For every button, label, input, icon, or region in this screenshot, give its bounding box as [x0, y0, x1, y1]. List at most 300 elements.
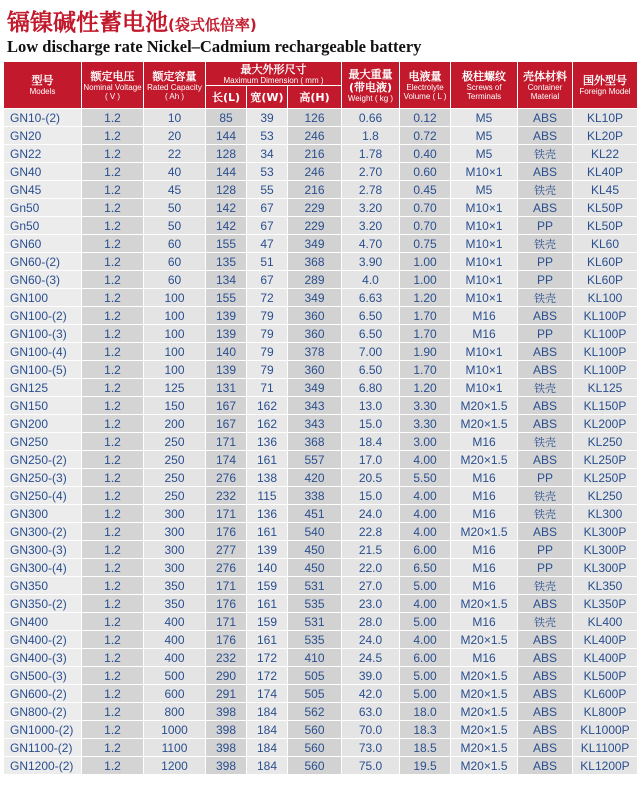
cell-height: 229: [288, 199, 342, 217]
cell-length: 135: [206, 253, 247, 271]
cell-container: ABS: [518, 739, 573, 757]
cell-electrolyte: 5.00: [400, 613, 451, 631]
cell-length: 290: [206, 667, 247, 685]
cell-capacity: 100: [144, 343, 206, 361]
cell-terminal: M10×1: [451, 163, 518, 181]
cell-electrolyte: 4.00: [400, 451, 451, 469]
cell-weight: 4.70: [342, 235, 400, 253]
cell-voltage: 1.2: [82, 163, 144, 181]
cell-width: 67: [247, 217, 288, 235]
cell-width: 71: [247, 379, 288, 397]
cell-container: ABS: [518, 451, 573, 469]
cell-capacity: 150: [144, 397, 206, 415]
cell-height: 343: [288, 397, 342, 415]
cell-length: 171: [206, 505, 247, 523]
cell-model: GN350: [4, 577, 82, 595]
cell-terminal: M10×1: [451, 379, 518, 397]
cell-foreign: KL20P: [573, 127, 638, 145]
cell-voltage: 1.2: [82, 415, 144, 433]
cell-weight: 22.0: [342, 559, 400, 577]
cell-length: 174: [206, 451, 247, 469]
cell-width: 51: [247, 253, 288, 271]
cell-capacity: 250: [144, 451, 206, 469]
cell-height: 246: [288, 163, 342, 181]
cell-weight: 18.4: [342, 433, 400, 451]
header-electrolyte: 电液量 Electrolyte Volume ( L ): [400, 62, 451, 109]
table-row: [4, 289, 638, 307]
cell-terminal: M5: [451, 109, 518, 127]
cell-width: 139: [247, 541, 288, 559]
table-row: [4, 541, 638, 559]
cell-model: GN45: [4, 181, 82, 199]
header-weight: 最大重量 (带电液) Weight ( kg ): [342, 62, 400, 109]
table-row: [4, 109, 638, 127]
cell-length: 155: [206, 289, 247, 307]
cell-model: GN1200-(2): [4, 757, 82, 775]
cell-container: PP: [518, 541, 573, 559]
table-body: [4, 109, 638, 775]
cell-terminal: M16: [451, 433, 518, 451]
cell-length: 171: [206, 433, 247, 451]
cell-terminal: M16: [451, 559, 518, 577]
cell-terminal: M10×1: [451, 271, 518, 289]
cell-foreign: KL300: [573, 505, 638, 523]
cell-model: GN400-(3): [4, 649, 82, 667]
table-row: [4, 433, 638, 451]
cell-terminal: M20×1.5: [451, 595, 518, 613]
cell-foreign: KL250: [573, 487, 638, 505]
cell-width: 184: [247, 721, 288, 739]
cell-voltage: 1.2: [82, 667, 144, 685]
cell-foreign: KL100: [573, 289, 638, 307]
cell-electrolyte: 6.50: [400, 559, 451, 577]
cell-model: GN125: [4, 379, 82, 397]
cell-voltage: 1.2: [82, 217, 144, 235]
cell-foreign: KL50P: [573, 199, 638, 217]
table-row: [4, 559, 638, 577]
cell-width: 159: [247, 577, 288, 595]
cell-capacity: 10: [144, 109, 206, 127]
cell-container: PP: [518, 469, 573, 487]
table-row: [4, 451, 638, 469]
cell-container: ABS: [518, 721, 573, 739]
cell-electrolyte: 19.5: [400, 757, 451, 775]
cell-weight: 6.80: [342, 379, 400, 397]
cell-terminal: M16: [451, 649, 518, 667]
cell-container: 铁壳: [518, 289, 573, 307]
cell-terminal: M16: [451, 469, 518, 487]
table-row: [4, 523, 638, 541]
cell-capacity: 60: [144, 271, 206, 289]
header-foreign: 国外型号 Foreign Model: [573, 62, 638, 109]
cell-container: ABS: [518, 109, 573, 127]
cell-voltage: 1.2: [82, 595, 144, 613]
cell-weight: 63.0: [342, 703, 400, 721]
cell-container: 铁壳: [518, 487, 573, 505]
cell-weight: 3.20: [342, 217, 400, 235]
cell-model: GN1100-(2): [4, 739, 82, 757]
cell-voltage: 1.2: [82, 649, 144, 667]
cell-voltage: 1.2: [82, 289, 144, 307]
cell-terminal: M5: [451, 181, 518, 199]
cell-height: 368: [288, 433, 342, 451]
cell-voltage: 1.2: [82, 721, 144, 739]
header-height: 高(H): [288, 86, 342, 109]
cell-foreign: KL250P: [573, 469, 638, 487]
cell-width: 55: [247, 181, 288, 199]
cell-weight: 23.0: [342, 595, 400, 613]
table-row: [4, 595, 638, 613]
cell-terminal: M5: [451, 145, 518, 163]
cell-weight: 2.70: [342, 163, 400, 181]
cell-voltage: 1.2: [82, 487, 144, 505]
cell-capacity: 50: [144, 217, 206, 235]
cell-container: ABS: [518, 199, 573, 217]
cell-terminal: M20×1.5: [451, 685, 518, 703]
cell-length: 276: [206, 469, 247, 487]
cell-width: 79: [247, 325, 288, 343]
cell-voltage: 1.2: [82, 361, 144, 379]
cell-height: 229: [288, 217, 342, 235]
cell-model: GN100-(3): [4, 325, 82, 343]
cell-model: GN100-(4): [4, 343, 82, 361]
cell-electrolyte: 0.72: [400, 127, 451, 145]
cell-electrolyte: 6.00: [400, 541, 451, 559]
cell-model: Gn50: [4, 217, 82, 235]
cell-width: 140: [247, 559, 288, 577]
cell-foreign: KL300P: [573, 541, 638, 559]
cell-capacity: 100: [144, 289, 206, 307]
cell-width: 174: [247, 685, 288, 703]
cell-model: GN100-(2): [4, 307, 82, 325]
cell-foreign: KL1000P: [573, 721, 638, 739]
cell-electrolyte: 4.00: [400, 595, 451, 613]
cell-length: 167: [206, 397, 247, 415]
cell-model: GN300-(4): [4, 559, 82, 577]
table-row: [4, 505, 638, 523]
cell-length: 134: [206, 271, 247, 289]
cell-electrolyte: 4.00: [400, 631, 451, 649]
cell-container: 铁壳: [518, 505, 573, 523]
cell-terminal: M16: [451, 613, 518, 631]
cell-height: 360: [288, 307, 342, 325]
cell-weight: 3.90: [342, 253, 400, 271]
cell-capacity: 60: [144, 235, 206, 253]
cell-length: 171: [206, 613, 247, 631]
cell-weight: 28.0: [342, 613, 400, 631]
cell-weight: 6.50: [342, 325, 400, 343]
cell-capacity: 350: [144, 577, 206, 595]
cell-height: 540: [288, 523, 342, 541]
cell-container: 铁壳: [518, 235, 573, 253]
cell-foreign: KL350P: [573, 595, 638, 613]
cell-foreign: KL800P: [573, 703, 638, 721]
cell-foreign: KL10P: [573, 109, 638, 127]
cell-voltage: 1.2: [82, 757, 144, 775]
cell-foreign: KL60: [573, 235, 638, 253]
cell-width: 47: [247, 235, 288, 253]
cell-height: 531: [288, 577, 342, 595]
cell-foreign: KL150P: [573, 397, 638, 415]
cell-height: 343: [288, 415, 342, 433]
cell-terminal: M10×1: [451, 253, 518, 271]
cell-weight: 6.50: [342, 307, 400, 325]
cell-voltage: 1.2: [82, 685, 144, 703]
cell-terminal: M16: [451, 505, 518, 523]
cell-container: PP: [518, 325, 573, 343]
cell-width: 172: [247, 649, 288, 667]
cell-weight: 21.5: [342, 541, 400, 559]
cell-electrolyte: 4.00: [400, 487, 451, 505]
cell-height: 126: [288, 109, 342, 127]
cell-length: 276: [206, 559, 247, 577]
cell-electrolyte: 1.20: [400, 289, 451, 307]
cell-length: 291: [206, 685, 247, 703]
cell-length: 167: [206, 415, 247, 433]
cell-voltage: 1.2: [82, 109, 144, 127]
cell-foreign: KL350: [573, 577, 638, 595]
cell-container: ABS: [518, 667, 573, 685]
cell-length: 176: [206, 595, 247, 613]
cell-terminal: M20×1.5: [451, 739, 518, 757]
table-row: [4, 325, 638, 343]
title-chinese-sub: (袋式低倍率): [168, 16, 257, 34]
cell-length: 171: [206, 577, 247, 595]
cell-electrolyte: 3.00: [400, 433, 451, 451]
table-row: [4, 667, 638, 685]
cell-foreign: KL22: [573, 145, 638, 163]
cell-electrolyte: 18.3: [400, 721, 451, 739]
cell-terminal: M20×1.5: [451, 631, 518, 649]
table-row: [4, 721, 638, 739]
cell-capacity: 600: [144, 685, 206, 703]
cell-container: 铁壳: [518, 181, 573, 199]
cell-height: 531: [288, 613, 342, 631]
cell-weight: 4.0: [342, 271, 400, 289]
cell-container: ABS: [518, 685, 573, 703]
cell-electrolyte: 0.70: [400, 217, 451, 235]
cell-foreign: KL60P: [573, 253, 638, 271]
cell-electrolyte: 0.40: [400, 145, 451, 163]
cell-capacity: 250: [144, 469, 206, 487]
cell-height: 420: [288, 469, 342, 487]
cell-height: 216: [288, 181, 342, 199]
cell-weight: 6.50: [342, 361, 400, 379]
cell-voltage: 1.2: [82, 145, 144, 163]
cell-weight: 22.8: [342, 523, 400, 541]
cell-height: 246: [288, 127, 342, 145]
cell-electrolyte: 18.5: [400, 739, 451, 757]
cell-length: 232: [206, 649, 247, 667]
cell-width: 184: [247, 757, 288, 775]
cell-container: ABS: [518, 361, 573, 379]
cell-length: 131: [206, 379, 247, 397]
cell-capacity: 60: [144, 253, 206, 271]
cell-foreign: KL250P: [573, 451, 638, 469]
cell-width: 53: [247, 163, 288, 181]
cell-weight: 1.78: [342, 145, 400, 163]
cell-electrolyte: 4.00: [400, 505, 451, 523]
cell-foreign: KL300P: [573, 559, 638, 577]
cell-container: PP: [518, 217, 573, 235]
cell-electrolyte: 1.70: [400, 325, 451, 343]
cell-model: GN250-(3): [4, 469, 82, 487]
table-row: [4, 703, 638, 721]
table-row: [4, 343, 638, 361]
cell-foreign: KL200P: [573, 415, 638, 433]
cell-electrolyte: 5.00: [400, 685, 451, 703]
cell-model: GN400-(2): [4, 631, 82, 649]
cell-container: PP: [518, 271, 573, 289]
cell-voltage: 1.2: [82, 271, 144, 289]
cell-height: 535: [288, 595, 342, 613]
cell-capacity: 100: [144, 325, 206, 343]
cell-voltage: 1.2: [82, 451, 144, 469]
table-row: [4, 271, 638, 289]
cell-weight: 75.0: [342, 757, 400, 775]
cell-voltage: 1.2: [82, 505, 144, 523]
cell-terminal: M20×1.5: [451, 703, 518, 721]
title-chinese: [7, 4, 257, 34]
table-row: [4, 613, 638, 631]
cell-capacity: 1000: [144, 721, 206, 739]
cell-model: GN60-(3): [4, 271, 82, 289]
cell-width: 161: [247, 523, 288, 541]
cell-voltage: 1.2: [82, 433, 144, 451]
cell-container: ABS: [518, 415, 573, 433]
cell-height: 450: [288, 559, 342, 577]
cell-voltage: 1.2: [82, 541, 144, 559]
cell-foreign: KL125: [573, 379, 638, 397]
cell-voltage: 1.2: [82, 469, 144, 487]
header-dimension: 最大外形尺寸 Maximum Dimension ( mm ): [206, 62, 342, 86]
cell-width: 136: [247, 505, 288, 523]
cell-weight: 24.0: [342, 505, 400, 523]
cell-length: 128: [206, 145, 247, 163]
cell-voltage: 1.2: [82, 523, 144, 541]
cell-width: 161: [247, 451, 288, 469]
cell-height: 349: [288, 289, 342, 307]
header-voltage: 额定电压 Nominal Voltage ( V ): [82, 62, 144, 109]
table-row: [4, 577, 638, 595]
cell-voltage: 1.2: [82, 613, 144, 631]
cell-model: GN400: [4, 613, 82, 631]
cell-container: ABS: [518, 649, 573, 667]
table-row: [4, 469, 638, 487]
cell-model: GN250-(2): [4, 451, 82, 469]
cell-height: 450: [288, 541, 342, 559]
cell-terminal: M10×1: [451, 235, 518, 253]
cell-electrolyte: 0.45: [400, 181, 451, 199]
cell-model: GN1000-(2): [4, 721, 82, 739]
cell-length: 144: [206, 163, 247, 181]
cell-width: 161: [247, 631, 288, 649]
cell-height: 505: [288, 685, 342, 703]
cell-model: GN150: [4, 397, 82, 415]
cell-height: 360: [288, 325, 342, 343]
cell-container: PP: [518, 253, 573, 271]
cell-model: GN40: [4, 163, 82, 181]
cell-voltage: 1.2: [82, 343, 144, 361]
cell-foreign: KL400P: [573, 649, 638, 667]
cell-terminal: M10×1: [451, 199, 518, 217]
header-length: 长(L): [206, 86, 247, 109]
cell-length: 139: [206, 361, 247, 379]
cell-weight: 70.0: [342, 721, 400, 739]
cell-foreign: KL50P: [573, 217, 638, 235]
cell-width: 136: [247, 433, 288, 451]
cell-weight: 13.0: [342, 397, 400, 415]
cell-width: 79: [247, 307, 288, 325]
cell-width: 162: [247, 415, 288, 433]
cell-capacity: 250: [144, 487, 206, 505]
cell-length: 155: [206, 235, 247, 253]
cell-weight: 42.0: [342, 685, 400, 703]
cell-width: 138: [247, 469, 288, 487]
cell-model: GN500-(3): [4, 667, 82, 685]
cell-terminal: M16: [451, 577, 518, 595]
table-row: [4, 163, 638, 181]
cell-weight: 17.0: [342, 451, 400, 469]
cell-voltage: 1.2: [82, 397, 144, 415]
cell-electrolyte: 1.00: [400, 271, 451, 289]
cell-voltage: 1.2: [82, 253, 144, 271]
cell-container: ABS: [518, 703, 573, 721]
cell-capacity: 800: [144, 703, 206, 721]
cell-electrolyte: 1.70: [400, 361, 451, 379]
cell-foreign: KL400: [573, 613, 638, 631]
cell-model: GN60: [4, 235, 82, 253]
cell-foreign: KL100P: [573, 307, 638, 325]
cell-width: 184: [247, 739, 288, 757]
cell-height: 349: [288, 379, 342, 397]
cell-capacity: 300: [144, 505, 206, 523]
cell-terminal: M16: [451, 487, 518, 505]
cell-terminal: M20×1.5: [451, 415, 518, 433]
cell-length: 398: [206, 721, 247, 739]
cell-capacity: 300: [144, 523, 206, 541]
table-row: [4, 415, 638, 433]
cell-height: 289: [288, 271, 342, 289]
cell-foreign: KL45: [573, 181, 638, 199]
cell-width: 184: [247, 703, 288, 721]
table-row: [4, 379, 638, 397]
cell-capacity: 100: [144, 361, 206, 379]
cell-width: 67: [247, 271, 288, 289]
cell-capacity: 50: [144, 199, 206, 217]
cell-container: ABS: [518, 595, 573, 613]
cell-height: 451: [288, 505, 342, 523]
cell-container: ABS: [518, 631, 573, 649]
cell-terminal: M20×1.5: [451, 451, 518, 469]
cell-height: 368: [288, 253, 342, 271]
header-width: 宽(W): [247, 86, 288, 109]
cell-length: 398: [206, 739, 247, 757]
table-row: [4, 685, 638, 703]
table-row: [4, 757, 638, 775]
cell-weight: 24.5: [342, 649, 400, 667]
cell-weight: 73.0: [342, 739, 400, 757]
cell-container: PP: [518, 559, 573, 577]
cell-height: 338: [288, 487, 342, 505]
cell-height: 349: [288, 235, 342, 253]
cell-capacity: 20: [144, 127, 206, 145]
title-chinese-main: 镉镍碱性蓄电池: [7, 10, 168, 36]
table-row: [4, 631, 638, 649]
cell-voltage: 1.2: [82, 559, 144, 577]
cell-width: 53: [247, 127, 288, 145]
cell-electrolyte: 0.12: [400, 109, 451, 127]
